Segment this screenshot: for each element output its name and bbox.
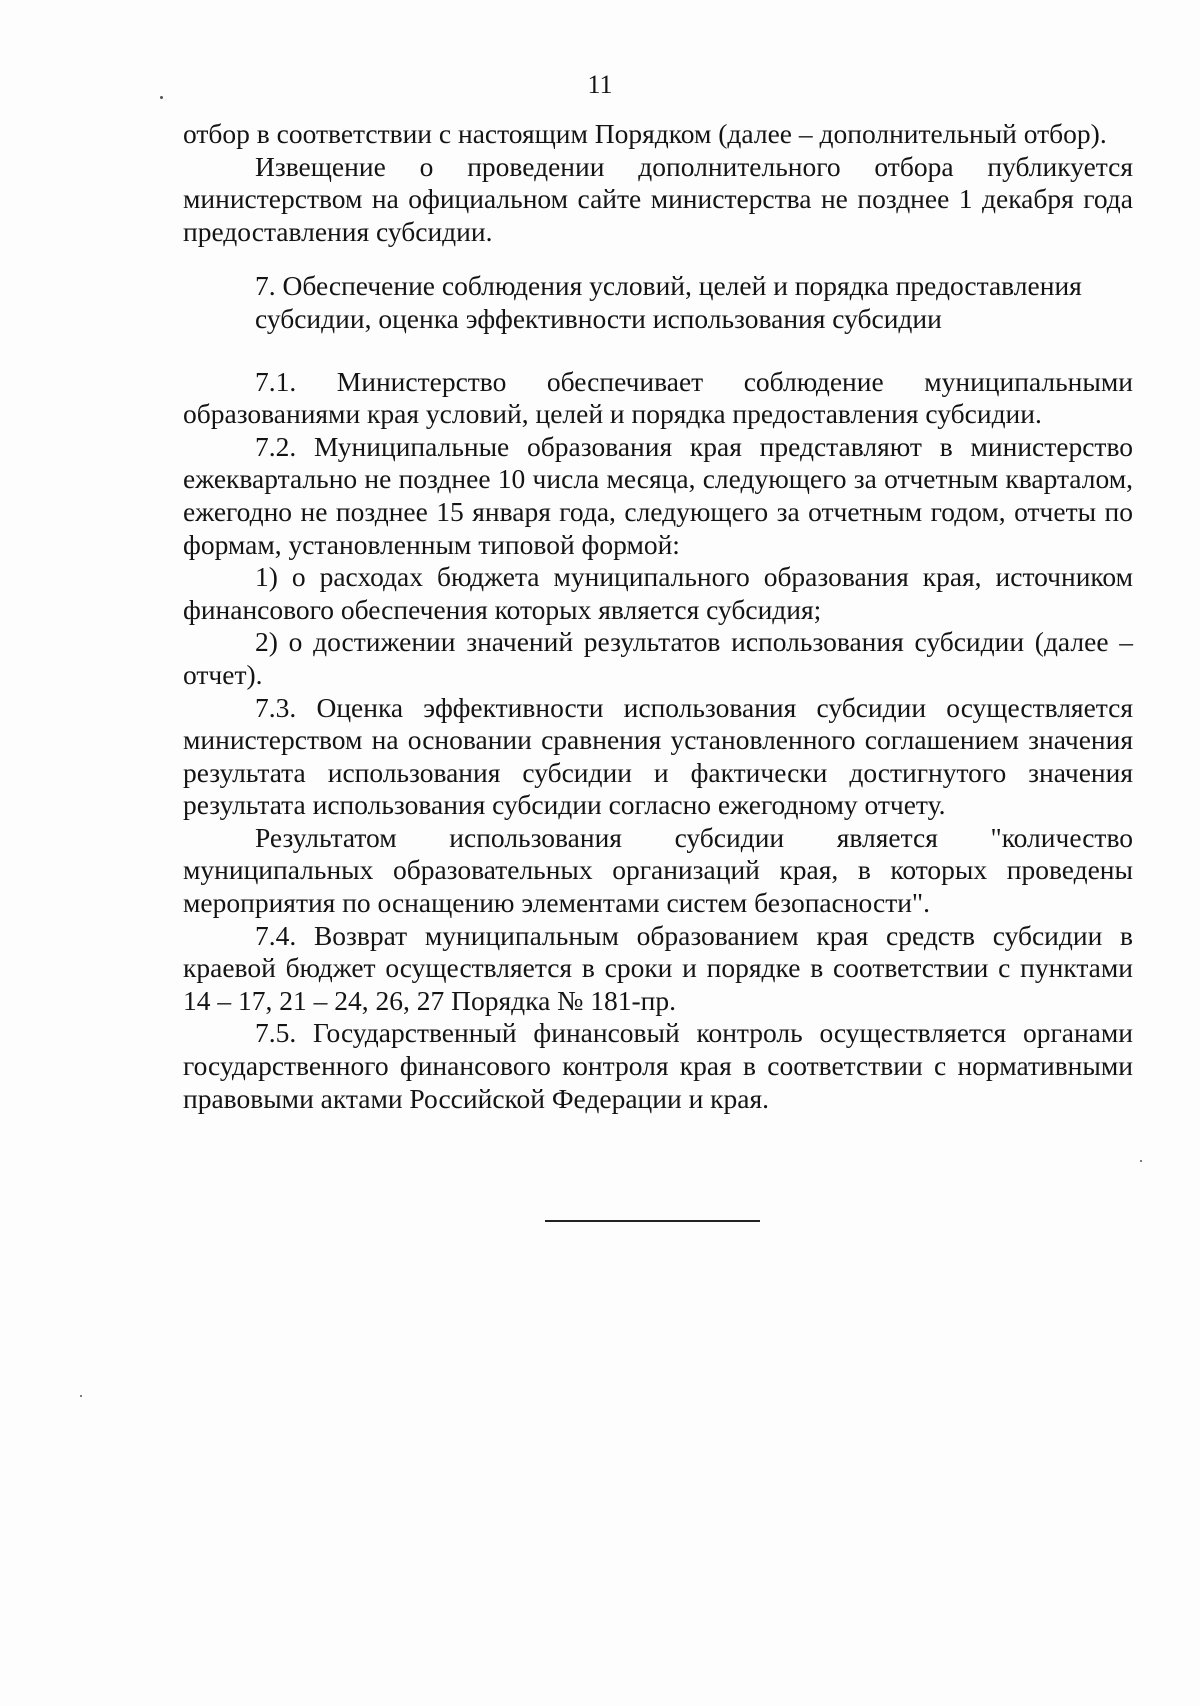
list-item-7-2-2: 2) о достижении значений результатов использования субсидии (далее – отчет).	[183, 626, 1133, 690]
paragraph-7-5: 7.5. Государственный финансовый контроль осуществляется органами государственного финансового контроля края в соответствии с нормативными правовыми актами Российской Федерации и края.	[183, 1017, 1133, 1114]
scan-speck	[1140, 1160, 1142, 1162]
spacer	[183, 248, 1133, 270]
page-number: 11	[587, 70, 613, 99]
scan-speck	[160, 96, 163, 99]
paragraph-notice: Извещение о проведении дополнительного отбора публикуется министерством на официальном сайте министерства не позднее 1 декабря года предоставления субсидии.	[183, 150, 1133, 247]
paragraph-result: Результатом использования субсидии является "количество муниципальных образовательных организаций края, в которых проведены мероприятия по оснащению элементами систем безопасности".	[183, 821, 1133, 919]
spacer	[183, 336, 1133, 366]
paragraph-7-1: 7.1. Министерство обеспечивает соблюдение муниципальными образованиями края условий, целей и порядка предоставления субсидии.	[183, 365, 1133, 430]
paragraph-7-2: 7.2. Муниципальные образования края представляют в министерство ежеквартально не позднее 10 числа месяца, следующего за отчетным кварталом, ежегодно не позднее 15 января года, следующего за отчетным годом, отчеты по формам, установленным типовой формой:	[183, 430, 1133, 560]
scan-speck	[80, 1395, 82, 1397]
paragraph-intro: отбор в соответствии с настоящим Порядком (далее – дополнительный отбор).	[183, 118, 1107, 149]
section-heading-7: 7. Обеспечение соблюдения условий, целей и порядка предоставления субсидии, оценка эффективности использования субсидии	[255, 270, 1082, 334]
paragraph-7-3: 7.3. Оценка эффективности использования субсидии осуществляется министерством на основании сравнения установленного соглашением значения результата использования субсидии и фактически достигнутого значения результата использования субсидии согласно ежегодному отчету.	[183, 691, 1133, 821]
paragraph-7-4: 7.4. Возврат муниципальным образованием края средств субсидии в краевой бюджет осуществляется в сроки и порядке в соответствии с пунктами 14 – 17, 21 – 24, 26, 27 Порядка № 181-пр.	[183, 919, 1133, 1016]
document-body	[183, 118, 1133, 1115]
list-item-7-2-1: 1) о расходах бюджета муниципального образования края, источником финансового обеспечения которых является субсидия;	[183, 561, 1133, 625]
end-of-document-rule	[545, 1220, 760, 1222]
